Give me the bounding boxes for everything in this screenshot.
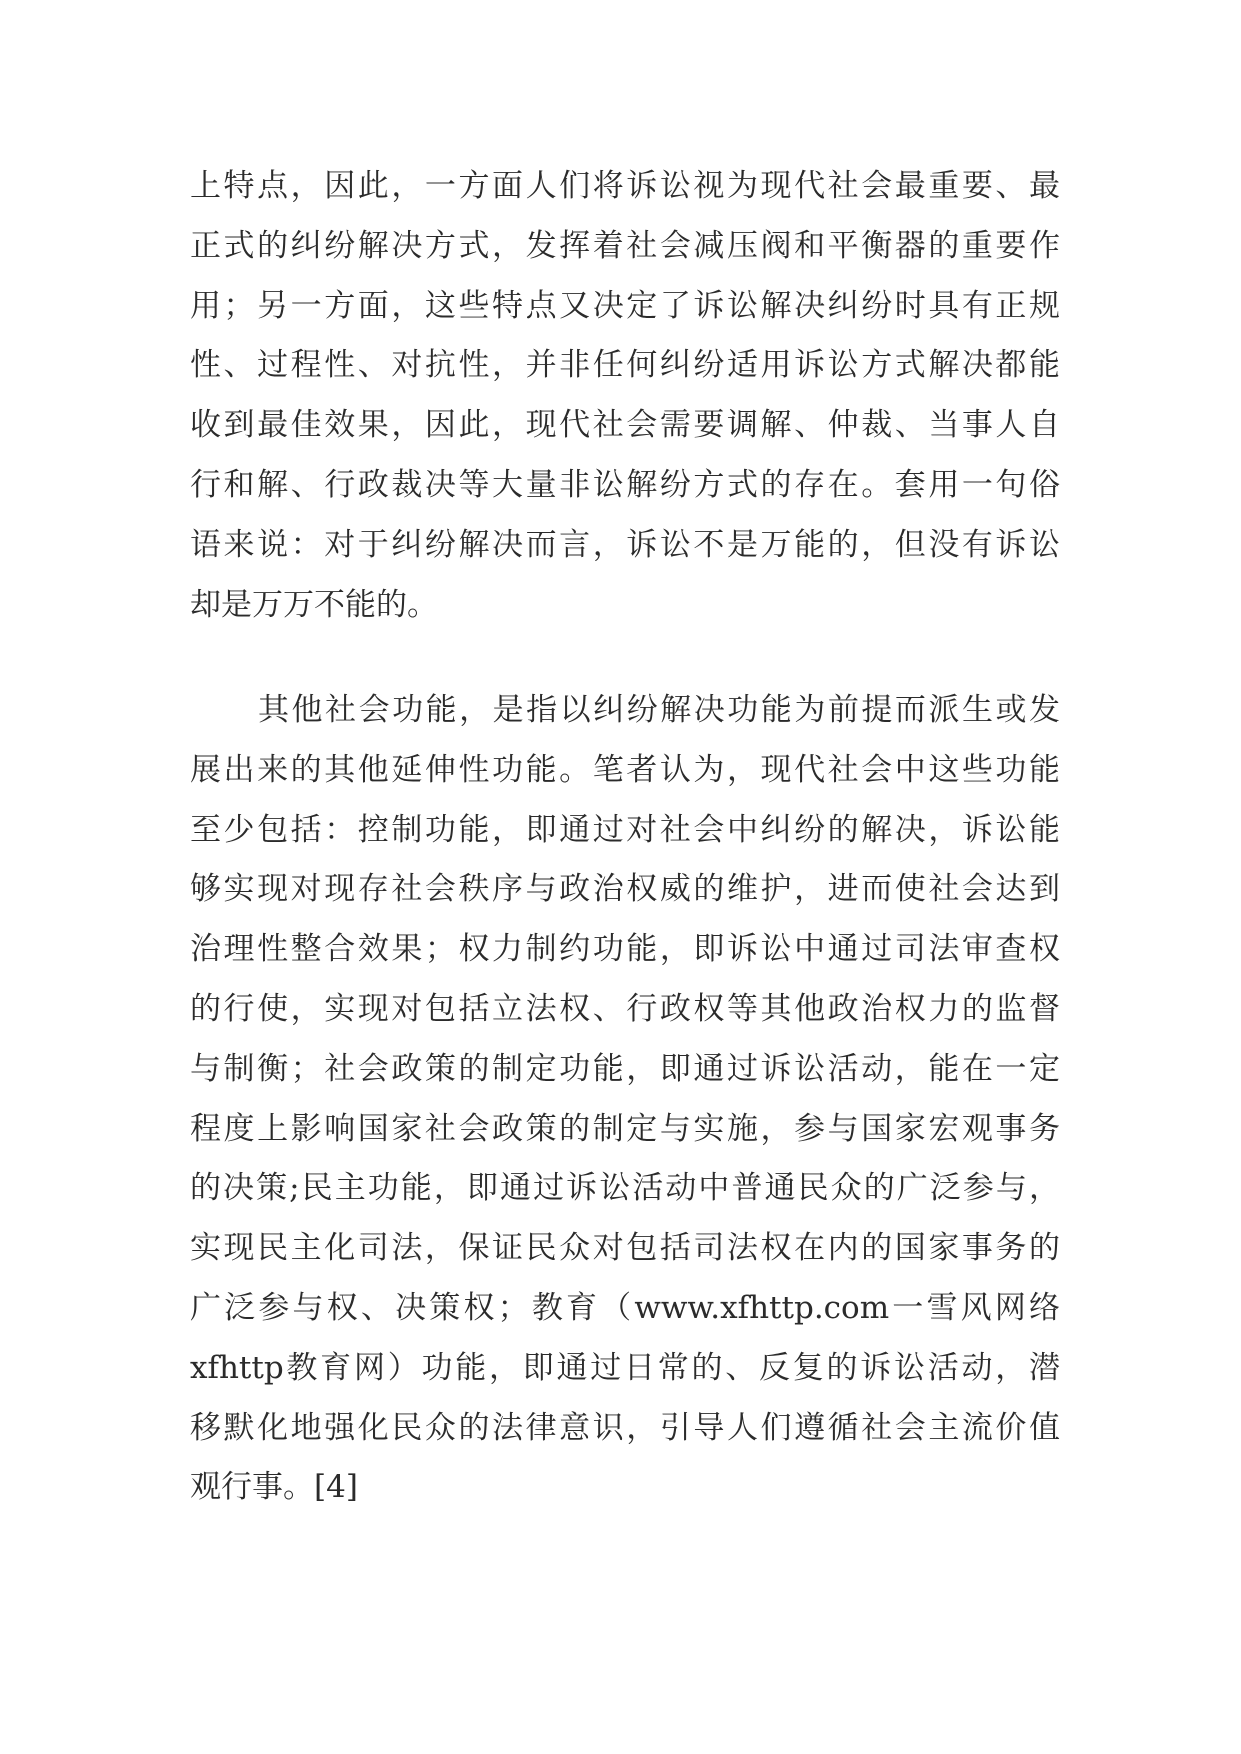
text-line: 广泛参与权、决策权；教育（www.xfhttp.com一雪风网络 — [190, 1289, 1060, 1326]
text-line: 其他社会功能，是指以纠纷解决功能为前提而派生或发 — [258, 692, 1060, 728]
text-line: 够实现对现存社会秩序与政治权威的维护，进而使社会达到 — [190, 871, 1060, 908]
text-line: 与制衡；社会政策的制定功能，即通过诉讼活动，能在一定 — [190, 1050, 1060, 1087]
text-line: 程度上影响国家社会政策的制定与实施，参与国家宏观事务 — [190, 1110, 1060, 1147]
text-line: 性、过程性、对抗性，并非任何纠纷适用诉讼方式解决都能 — [190, 347, 1060, 384]
text-line: 移默化地强化民众的法律意识，引导人们遵循社会主流价值 — [190, 1409, 1060, 1446]
text-line: 的决策;民主功能，即通过诉讼活动中普通民众的广泛参与， — [190, 1170, 1060, 1207]
text-line: 治理性整合效果；权力制约功能，即诉讼中通过司法审查权 — [190, 931, 1060, 968]
text-line: 用；另一方面，这些特点又决定了诉讼解决纠纷时具有正规 — [190, 287, 1060, 324]
text-line: 实现民主化司法，保证民众对包括司法权在内的国家事务的 — [190, 1230, 1060, 1267]
paragraph-2 — [190, 681, 1060, 1518]
text-line: 观行事。[4] — [190, 1469, 358, 1506]
text-line: 语来说：对于纠纷解决而言，诉讼不是万能的，但没有诉讼 — [190, 526, 1060, 563]
text-line: 收到最佳效果，因此，现代社会需要调解、仲裁、当事人自 — [190, 407, 1060, 444]
text-line: 的行使，实现对包括立法权、行政权等其他政治权力的监督 — [190, 990, 1060, 1027]
text-line: 正式的纠纷解决方式，发挥着社会减压阀和平衡器的重要作 — [190, 227, 1060, 264]
text-line: 上特点，因此，一方面人们将诉讼视为现代社会最重要、最 — [190, 168, 1060, 204]
text-line: 至少包括：控制功能，即通过对社会中纠纷的解决，诉讼能 — [190, 811, 1060, 848]
text-line: xfhttp教育网）功能，即通过日常的、反复的诉讼活动，潜 — [190, 1349, 1060, 1386]
text-line: 却是万万不能的。 — [190, 586, 438, 623]
text-line: 展出来的其他延伸性功能。笔者认为，现代社会中这些功能 — [190, 751, 1060, 788]
paragraph-1 — [190, 157, 1060, 635]
text-line: 行和解、行政裁决等大量非讼解纷方式的存在。套用一句俗 — [190, 466, 1060, 503]
